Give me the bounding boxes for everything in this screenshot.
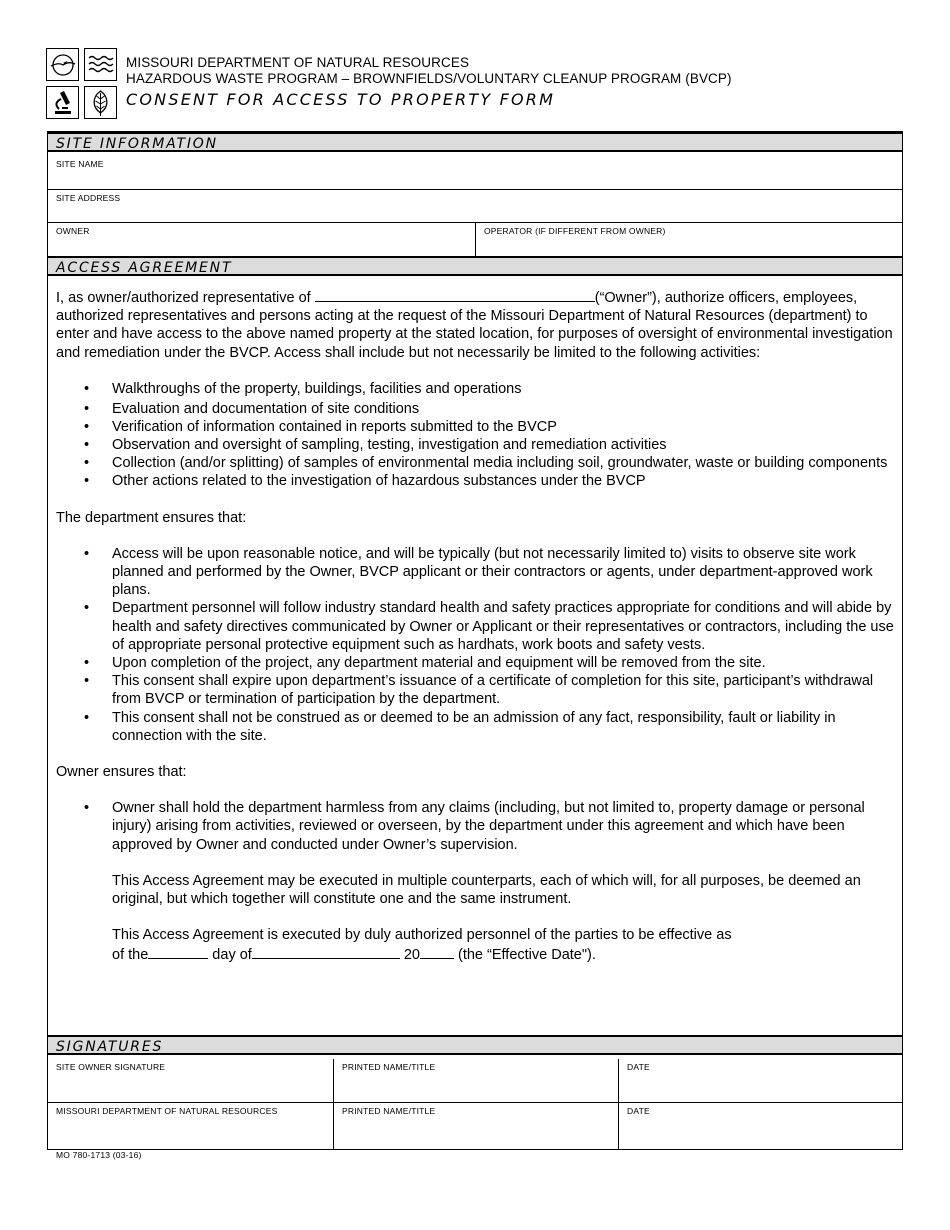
owner-name-blank[interactable] — [315, 287, 595, 302]
list-item: • This consent shall not be construed as or deemed to be an admission of any fact, responsibility, fault or liability in connection with the site. — [56, 709, 896, 745]
department-list — [56, 545, 896, 745]
owner-date-field[interactable] — [618, 1059, 902, 1102]
owner-signature-label: SITE OWNER SIGNATURE — [56, 1062, 166, 1072]
microscope-icon — [46, 86, 79, 119]
form-title: CONSENT FOR ACCESS TO PROPERTY FORM — [126, 90, 556, 109]
department-date-label: DATE — [627, 1106, 650, 1116]
access-agreement-heading: ACCESS AGREEMENT — [48, 256, 902, 276]
list-item: • Observation and oversight of sampling, testing, investigation and remediation activities — [56, 436, 896, 454]
leaf-icon — [84, 86, 117, 119]
list-item: • Department personnel will follow industry standard health and safety practices appropriate for conditions and will abide by health and safety directives communicated by Owner or Applicant or their representatives or contractors, including the use of appropriate personal protective equipment such as hardhats, work boots and safety vests. — [56, 599, 896, 654]
signatures-heading: SIGNATURES — [48, 1035, 902, 1055]
owner-label: OWNER — [56, 226, 90, 236]
department-date-field[interactable] — [618, 1103, 902, 1149]
month-blank[interactable] — [252, 944, 400, 959]
department-printed-name-field[interactable] — [333, 1103, 618, 1149]
consent-form — [47, 131, 903, 1150]
year-prefix-text: 20 — [399, 947, 420, 964]
department-signature-row — [48, 1103, 902, 1149]
intro-post: (“Owner”), authorize officers, employees, authorized representatives and persons acting at the request of the Missouri Department of Natural Resources (department) to enter and have access to the above named property at the stated location, for purposes of oversight of environmental investigation and remediation under the BVCP. Access shall include but not necessarily be limited to the following activities: — [56, 290, 893, 361]
list-item: • Evaluation and documentation of site conditions — [56, 400, 896, 418]
list-item: • This consent shall expire upon department’s issuance of a certificate of completion for this site, participant’s withdrawal from BVCP or termination of participation by the department. — [56, 672, 896, 708]
effective-end-text: (the “Effective Date"). — [453, 947, 596, 964]
effective-line-1: This Access Agreement is executed by duly authorized personnel of the parties to be effective as — [112, 927, 732, 944]
owner-date-label: DATE — [627, 1062, 650, 1072]
list-item: • Owner shall hold the department harmless from any claims (including, but not limited to, property damage or personal injury) arising from activities, reviewed or overseen, by the department under this agreement and which have been approved by Owner and conducted under Owner’s supervision. — [56, 799, 896, 854]
activities-list — [56, 380, 896, 491]
department-signature-field[interactable] — [48, 1103, 333, 1149]
day-blank[interactable] — [148, 944, 208, 959]
intro-paragraph — [56, 287, 896, 362]
day-of-text: day of — [208, 947, 252, 964]
bird-over-hills-icon — [46, 48, 79, 81]
owner-printed-name-label: PRINTED NAME/TITLE — [342, 1062, 436, 1072]
owner-signature-row — [48, 1059, 902, 1103]
department-heading: The department ensures that: — [56, 509, 247, 526]
agreement-body — [56, 287, 896, 965]
operator-field[interactable] — [475, 223, 902, 257]
program-name: HAZARDOUS WASTE PROGRAM – BROWNFIELDS/VOLUNTARY CLEANUP PROGRAM (BVCP) — [126, 71, 732, 86]
form-header — [126, 55, 732, 109]
owner-printed-name-field[interactable] — [333, 1059, 618, 1102]
counterparts-paragraph: This Access Agreement may be executed in multiple counterparts, each of which will, for all purposes, be deemed an original, but which together will constitute one and the same instrument. — [112, 872, 861, 907]
owner-list — [56, 799, 896, 854]
list-item: • Upon completion of the project, any department material and equipment will be removed from the site. — [56, 654, 896, 672]
site-information-heading: SITE INFORMATION — [48, 132, 902, 152]
form-code: MO 780-1713 (03-16) — [56, 1150, 142, 1160]
operator-label: OPERATOR (IF DIFFERENT FROM OWNER) — [484, 226, 666, 236]
site-address-label: SITE ADDRESS — [56, 193, 121, 203]
owner-field[interactable] — [48, 223, 475, 257]
list-item: • Collection (and/or splitting) of samples of environmental media including soil, groundwater, waste or building components — [56, 454, 896, 472]
department-signature-label: MISSOURI DEPARTMENT OF NATURAL RESOURCES — [56, 1106, 278, 1116]
owner-heading: Owner ensures that: — [56, 763, 187, 780]
of-the-text: of the — [112, 947, 149, 964]
department-printed-name-label: PRINTED NAME/TITLE — [342, 1106, 436, 1116]
effective-date-line — [56, 944, 896, 964]
site-name-field[interactable] — [48, 156, 902, 190]
intro-pre: I, as owner/authorized representative of — [56, 290, 315, 306]
year-blank[interactable] — [420, 944, 454, 959]
list-item: • Access will be upon reasonable notice, and will be typically (but not necessarily limited to) visits to observe site work planned and performed by the Owner, BVCP applicant or their contractors or agents, under department-approved work plans. — [56, 545, 896, 600]
site-address-field[interactable] — [48, 190, 902, 223]
list-item: • Walkthroughs of the property, buildings, facilities and operations — [56, 380, 896, 398]
agency-logos — [46, 48, 120, 120]
site-name-label: SITE NAME — [56, 159, 104, 169]
agency-name: MISSOURI DEPARTMENT OF NATURAL RESOURCES — [126, 55, 470, 70]
water-waves-icon — [84, 48, 117, 81]
list-item: • Verification of information contained in reports submitted to the BVCP — [56, 418, 896, 436]
list-item: • Other actions related to the investigation of hazardous substances under the BVCP — [56, 472, 896, 490]
owner-operator-row — [48, 223, 902, 257]
owner-signature-field[interactable] — [48, 1059, 333, 1102]
